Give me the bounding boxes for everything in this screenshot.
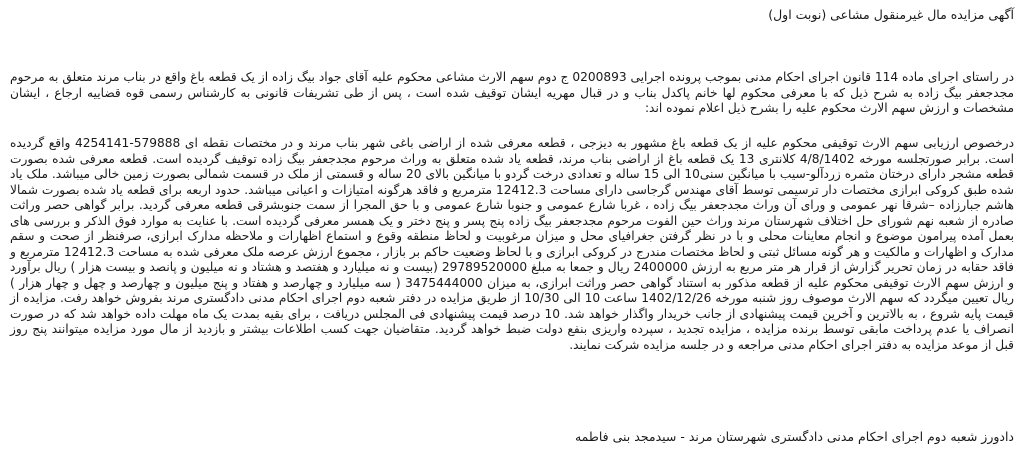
announcement-page bbox=[10, 0, 1014, 458]
signature-line: دادورز شعبه دوم اجرای احکام مدنی دادگستری شهرستان مرند - سیدمجد بنی فاطمه bbox=[574, 429, 1014, 444]
announcement-title: آگهی مزایده مال غیرمنقول مشاعی (نوبت اول) bbox=[768, 7, 1014, 22]
intro-paragraph: در راستای اجرای ماده 114 قانون اجرای احکام مدنی بموجب پرونده اجرایی 0200893 ج دوم سهم الارث مشاعی محکوم علیه آقای جواد بیگ زاده از یک قطعه باغ واقع در بناب مرند متعلق به مرحوم مجدجعفر بیگ زاده به شرح ذیل که با معرفی محکوم لها خانم پاکدل بناب و در قبال مهریه ایشان توقیف شده است ، پس از طی تشریفات قانونی به کارشناس رسمی قوه قضاییه ارجاع ، ایشان مشخصات و ارزش سهم الارث محکوم علیه را بشرح ذیل اعلام نموده اند: bbox=[10, 70, 1014, 115]
valuation-paragraph: درخصوص ارزیابی سهم الارث توقیفی محکوم علیه از یک قطعه باغ مشهور به دیزجی ، قطعه معرفی شده از اراضی باغی شهر بناب مرند و در مختصات نقطه ای 579888-4254141 واقع گردیده است. برابر صورتجلسه مورخه 4/8/1402 کلانتری 13 یک قطعه باغ از اراضی بناب مرند، قطعه یاد شده متعلق به وراث مرحوم مجدجعفر بیگ زاده توقیف گردیده است. قطعه معرفی شده بصورت قطعه مشجر دارای درختان مثمره زردآلو-سیب با میانگین سنی10 الی 15 ساله و تعدادی درخت گردو با میانگین بالای 20 ساله و قسمتی از ملک در قسمت شمالی بصورت زمین خالی میباشد. ملک یاد شده طبق کروکی ابرازی مختصات دار ترسیمی توسط آقای مهندس گرجاسی دارای مساحت 12412.3 مترمربع و فاقد هرگونه امتیازات و اعیانی میباشد. حدود اربعه برای قطعه یاد شده بصورت شمالا هاشم جبارزاده –شرقا نهر عمومی و ورای آن وراث مجدجعفر بیگ زاده ، غربا شارع عمومی و جنوبا شارع عمومی و با حق المجرا از سمت جنوبشرقی قطعه معرفی گردید. برابر گواهی حصر وراثت صادره از شعبه نهم شورای حل اختلاف شهرستان مرند وراث حین الفوت مرحوم مجدجعفر بیگ زاده پنج پسر و پنج دختر و یک همسر معرفی گردیده است. با عنایت به موارد فوق الذکر و بررسی های بعمل آمده پیرامون موضوع و انجام معاینات محلی و با در نظر گرفتن جغرافیای محل و میزان مرغوبیت و لحاظ منطقه وقوع و استماع اظهارات و ملاحظه مدارک ابرازی، صرفنظر از صحت و سقم مدارک و اظهارات و مالکیت و هر گونه مسائل ثبتی و لحاظ مختصات مندرج در کروکی ابرازی و با لحاظ وضعیت حاکم بر بازار ، مجموع ارزش عرصه ملک معرفی شده به مساحت 12412.3 مترمربع و فاقد حقابه در زمان تحریر گزارش از قرار هر متر مربع به ارزش 2400000 ریال و جمعا به مبلغ 29789520000 (بیست و نه میلیارد و هفتصد و هشتاد و نه میلیون و پانصد و بیست هزار ) ریال برآورد و ارزش سهم الارث توقیفی محکوم علیه از قطعه مذکور به استناد گواهی حصر وراثت ابرازی، به میزان 3475444000 ( سه میلیارد و چهارصد و هفتاد و پنج میلیون و چهارصد و چهل و چهار هزار ) ریال تعیین میگردد که سهم الارث موصوف روز شنبه مورخه 1402/12/26 ساعت 10 الی 10/30 از طریق مزایده در دفتر شعبه دوم اجرای احکام مدنی دادگستری مرند بفروش خواهد رفت. مزایده از قیمت پایه شروع ، به بالاترین و آخرین قیمت پیشنهادی از جانب خریدار واگذار خواهد شد. 10 درصد قیمت پیشنهادی فی المجلس دریافت ، برای بقیه بمدت یک ماه مهلت داده خواهد شد که در صورت انصراف یا عدم پرداخت مابقی توسط برنده مزایده ، مزایده تجدید ، سپرده واریزی بنفع دولت ضبط خواهد گردید. متقاضیان جهت کسب اطلاعات بیشتر و بازدید از مال مورد مزایده میتوانند پنج روز قبل از موعد مزایده به دفتر اجرای احکام مدنی مراجعه و در جلسه مزایده شرکت نمایند. bbox=[10, 136, 1015, 352]
